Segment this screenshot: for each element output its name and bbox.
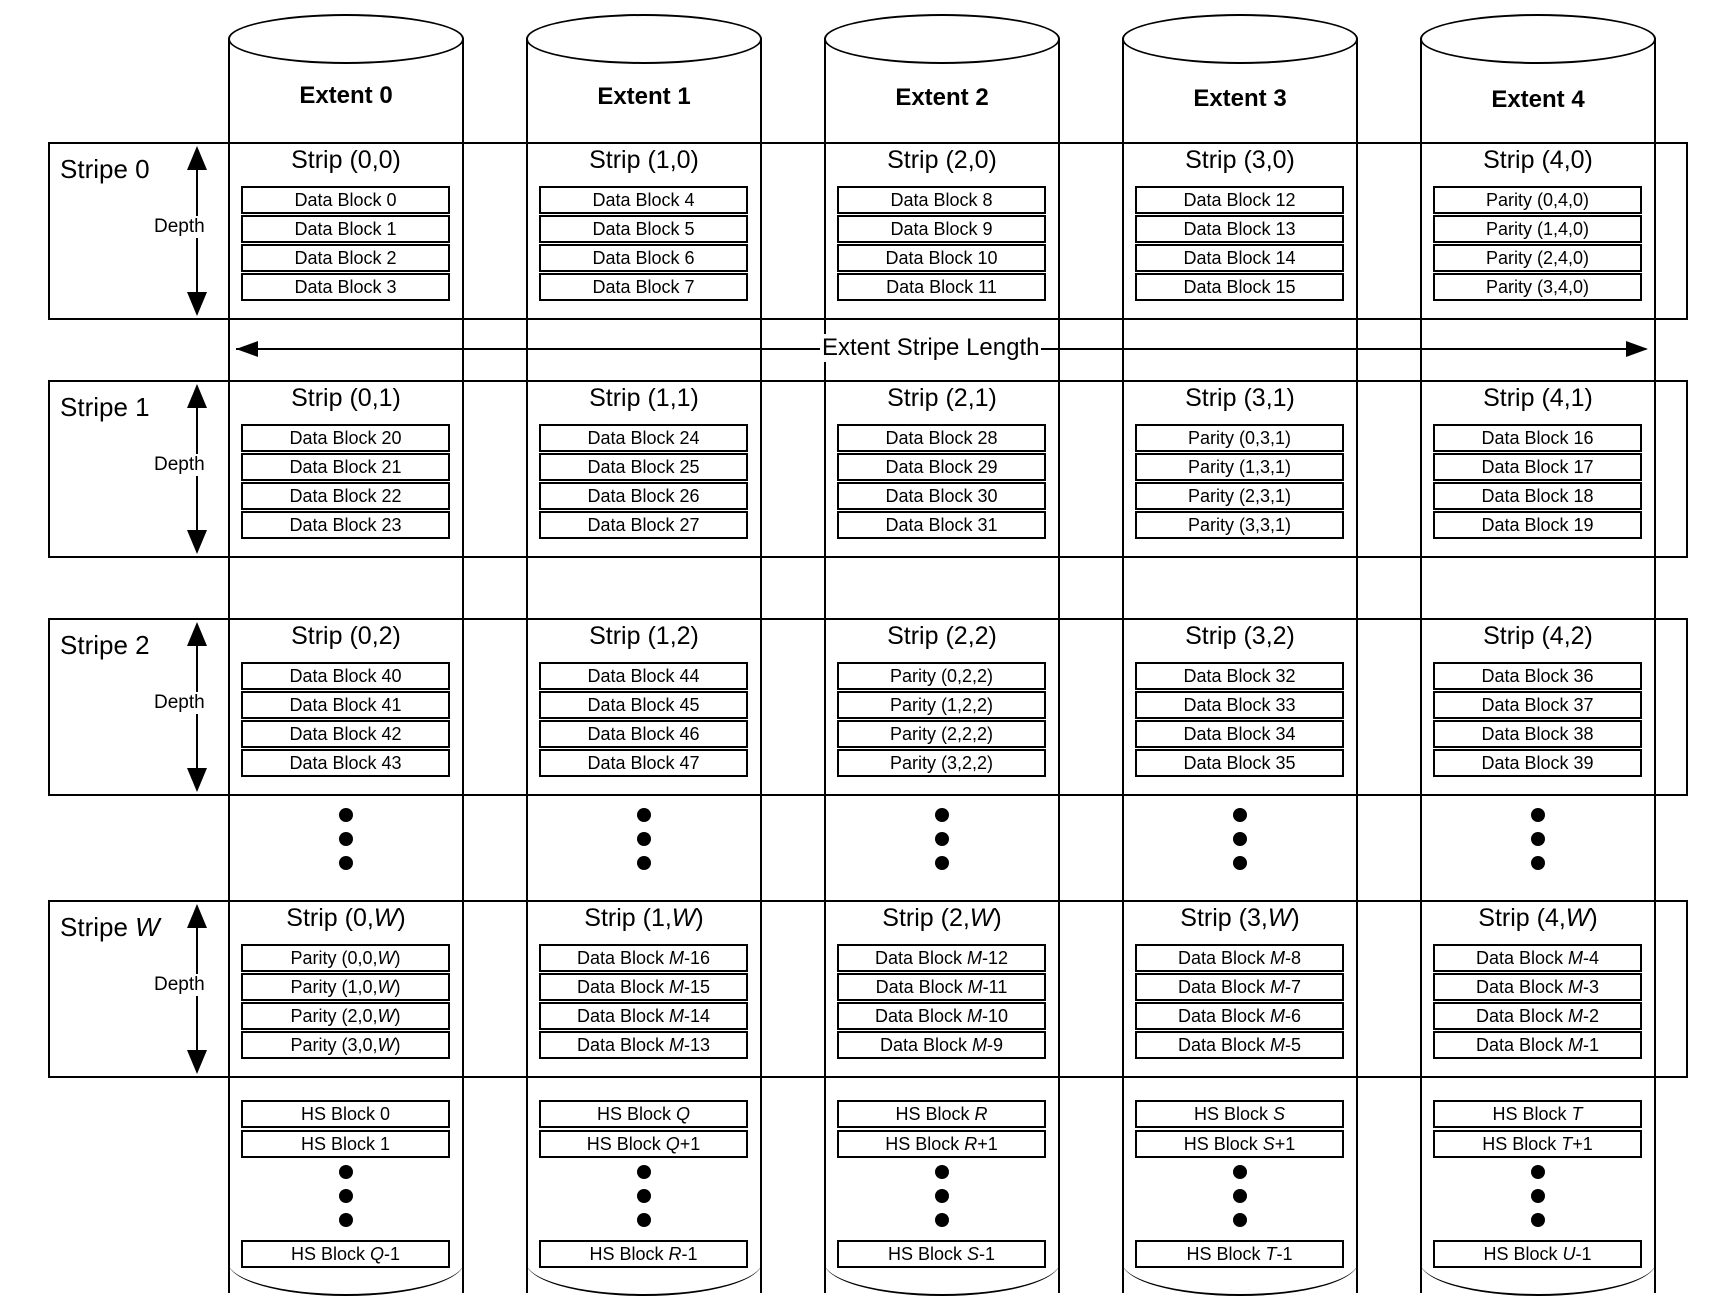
parity-block: Parity (2,2,2)	[837, 720, 1046, 748]
data-block: Data Block 3	[241, 273, 450, 301]
data-block: Data Block M-9	[837, 1031, 1046, 1059]
strip-title: Strip (1,0)	[589, 146, 699, 174]
ellipsis-dot	[1531, 808, 1545, 822]
data-block: Data Block 7	[539, 273, 748, 301]
ellipsis-dot	[637, 856, 651, 870]
extent-cylinder-top	[228, 14, 464, 64]
data-block: Data Block 21	[241, 453, 450, 481]
hs-block: HS Block S	[1135, 1100, 1344, 1128]
data-block: Data Block 30	[837, 482, 1046, 510]
strip-title: Strip (0,W)	[286, 904, 406, 932]
data-block: Data Block 25	[539, 453, 748, 481]
ellipsis-dot	[1233, 1213, 1247, 1227]
data-block: Data Block M-15	[539, 973, 748, 1001]
data-block: Data Block 42	[241, 720, 450, 748]
hs-block: HS Block U-1	[1433, 1240, 1642, 1268]
strip-title: Strip (1,1)	[589, 384, 699, 412]
ellipsis-dot	[339, 1189, 353, 1203]
ellipsis-dot	[935, 1189, 949, 1203]
data-block: Data Block M-12	[837, 944, 1046, 972]
hs-block: HS Block R-1	[539, 1240, 748, 1268]
ellipsis-dot	[935, 808, 949, 822]
strip-title: Strip (0,2)	[291, 622, 401, 650]
ellipsis-dot	[1233, 1165, 1247, 1179]
hs-block: HS Block R	[837, 1100, 1046, 1128]
data-block: Data Block M-14	[539, 1002, 748, 1030]
parity-block: Parity (3,3,1)	[1135, 511, 1344, 539]
depth-label: Depth	[154, 692, 205, 713]
extent-cylinder-top	[824, 14, 1060, 64]
data-block: Data Block 5	[539, 215, 748, 243]
data-block: Data Block 22	[241, 482, 450, 510]
stripe-label: Stripe 1	[60, 392, 150, 422]
stripe-label: Stripe 2	[60, 630, 150, 660]
hs-block: HS Block S-1	[837, 1240, 1046, 1268]
data-block: Data Block 9	[837, 215, 1046, 243]
data-block: Data Block M-11	[837, 973, 1046, 1001]
data-block: Data Block 44	[539, 662, 748, 690]
ellipsis-dot	[637, 1213, 651, 1227]
data-block: Data Block 4	[539, 186, 748, 214]
parity-block: Parity (0,0,W)	[241, 944, 450, 972]
data-block: Data Block 17	[1433, 453, 1642, 481]
data-block: Data Block 31	[837, 511, 1046, 539]
stripe-label: Stripe W	[60, 912, 160, 942]
strip-title: Strip (4,1)	[1483, 384, 1593, 412]
hs-block: HS Block T-1	[1135, 1240, 1344, 1268]
data-block: Data Block M-4	[1433, 944, 1642, 972]
hs-block: HS Block T	[1433, 1100, 1642, 1128]
data-block: Data Block 27	[539, 511, 748, 539]
ellipsis-dot	[637, 1189, 651, 1203]
ellipsis-dot	[935, 1165, 949, 1179]
data-block: Data Block 41	[241, 691, 450, 719]
parity-block: Parity (2,4,0)	[1433, 244, 1642, 272]
data-block: Data Block M-8	[1135, 944, 1344, 972]
data-block: Data Block M-10	[837, 1002, 1046, 1030]
strip-title: Strip (0,1)	[291, 384, 401, 412]
extent-cylinder-top	[526, 14, 762, 64]
hs-block: HS Block 0	[241, 1100, 450, 1128]
ellipsis-dot	[935, 1213, 949, 1227]
data-block: Data Block 11	[837, 273, 1046, 301]
ellipsis-dot	[935, 856, 949, 870]
data-block: Data Block 18	[1433, 482, 1642, 510]
hs-block: HS Block Q-1	[241, 1240, 450, 1268]
ellipsis-dot	[1233, 808, 1247, 822]
data-block: Data Block 8	[837, 186, 1046, 214]
parity-block: Parity (1,0,W)	[241, 973, 450, 1001]
data-block: Data Block M-3	[1433, 973, 1642, 1001]
data-block: Data Block 14	[1135, 244, 1344, 272]
parity-block: Parity (0,3,1)	[1135, 424, 1344, 452]
data-block: Data Block 35	[1135, 749, 1344, 777]
data-block: Data Block 20	[241, 424, 450, 452]
data-block: Data Block 32	[1135, 662, 1344, 690]
strip-title: Strip (0,0)	[291, 146, 401, 174]
parity-block: Parity (2,3,1)	[1135, 482, 1344, 510]
ellipsis-dot	[637, 832, 651, 846]
data-block: Data Block 15	[1135, 273, 1344, 301]
parity-block: Parity (3,4,0)	[1433, 273, 1642, 301]
ellipsis-dot	[1233, 1189, 1247, 1203]
depth-label: Depth	[154, 974, 205, 995]
ellipsis-dot	[339, 856, 353, 870]
data-block: Data Block M-7	[1135, 973, 1344, 1001]
parity-block: Parity (3,2,2)	[837, 749, 1046, 777]
stripe-label: Stripe 0	[60, 154, 150, 184]
data-block: Data Block 10	[837, 244, 1046, 272]
data-block: Data Block 39	[1433, 749, 1642, 777]
strip-title: Strip (3,1)	[1185, 384, 1295, 412]
parity-block: Parity (1,3,1)	[1135, 453, 1344, 481]
data-block: Data Block 47	[539, 749, 748, 777]
strip-title: Strip (2,W)	[882, 904, 1002, 932]
depth-label: Depth	[154, 454, 205, 475]
data-block: Data Block 23	[241, 511, 450, 539]
data-block: Data Block 2	[241, 244, 450, 272]
data-block: Data Block 43	[241, 749, 450, 777]
data-block: Data Block 0	[241, 186, 450, 214]
strip-title: Strip (1,W)	[584, 904, 704, 932]
extent-stripe-length-label: Extent Stripe Length	[822, 334, 1040, 361]
hs-block: HS Block R+1	[837, 1130, 1046, 1158]
data-block: Data Block 37	[1433, 691, 1642, 719]
ellipsis-dot	[1233, 856, 1247, 870]
hs-block: HS Block Q	[539, 1100, 748, 1128]
ellipsis-dot	[339, 1165, 353, 1179]
extent-cylinder-top	[1122, 14, 1358, 64]
ellipsis-dot	[935, 832, 949, 846]
extent-cylinder-top	[1420, 14, 1656, 64]
ellipsis-dot	[637, 808, 651, 822]
data-block: Data Block M-2	[1433, 1002, 1642, 1030]
strip-title: Strip (3,W)	[1180, 904, 1300, 932]
data-block: Data Block M-6	[1135, 1002, 1344, 1030]
ellipsis-dot	[1531, 1165, 1545, 1179]
data-block: Data Block M-1	[1433, 1031, 1642, 1059]
ellipsis-dot	[339, 832, 353, 846]
parity-block: Parity (1,4,0)	[1433, 215, 1642, 243]
ellipsis-dot	[339, 1213, 353, 1227]
strip-title: Strip (2,1)	[887, 384, 997, 412]
data-block: Data Block 12	[1135, 186, 1344, 214]
hs-block: HS Block S+1	[1135, 1130, 1344, 1158]
data-block: Data Block M-13	[539, 1031, 748, 1059]
depth-label: Depth	[154, 216, 205, 237]
strip-title: Strip (4,W)	[1478, 904, 1598, 932]
ellipsis-dot	[1233, 832, 1247, 846]
strip-title: Strip (2,0)	[887, 146, 997, 174]
data-block: Data Block 19	[1433, 511, 1642, 539]
extent-label: Extent 0	[299, 82, 393, 109]
strip-title: Strip (4,0)	[1483, 146, 1593, 174]
data-block: Data Block 26	[539, 482, 748, 510]
data-block: Data Block 24	[539, 424, 748, 452]
data-block: Data Block 40	[241, 662, 450, 690]
hs-block: HS Block Q+1	[539, 1130, 748, 1158]
extent-label: Extent 2	[895, 84, 989, 111]
ellipsis-dot	[1531, 832, 1545, 846]
extent-label: Extent 4	[1491, 86, 1585, 113]
hs-block: HS Block 1	[241, 1130, 450, 1158]
data-block: Data Block M-5	[1135, 1031, 1344, 1059]
extent-label: Extent 1	[597, 83, 691, 110]
parity-block: Parity (3,0,W)	[241, 1031, 450, 1059]
strip-title: Strip (3,2)	[1185, 622, 1295, 650]
parity-block: Parity (0,2,2)	[837, 662, 1046, 690]
strip-title: Strip (1,2)	[589, 622, 699, 650]
data-block: Data Block 36	[1433, 662, 1642, 690]
data-block: Data Block 33	[1135, 691, 1344, 719]
data-block: Data Block 46	[539, 720, 748, 748]
data-block: Data Block 45	[539, 691, 748, 719]
strip-title: Strip (2,2)	[887, 622, 997, 650]
data-block: Data Block 13	[1135, 215, 1344, 243]
hs-block: HS Block T+1	[1433, 1130, 1642, 1158]
data-block: Data Block 34	[1135, 720, 1344, 748]
parity-block: Parity (2,0,W)	[241, 1002, 450, 1030]
data-block: Data Block 16	[1433, 424, 1642, 452]
strip-title: Strip (3,0)	[1185, 146, 1295, 174]
data-block: Data Block 38	[1433, 720, 1642, 748]
extent-label: Extent 3	[1193, 85, 1287, 112]
ellipsis-dot	[637, 1165, 651, 1179]
ellipsis-dot	[339, 808, 353, 822]
data-block: Data Block 6	[539, 244, 748, 272]
strip-title: Strip (4,2)	[1483, 622, 1593, 650]
data-block: Data Block 1	[241, 215, 450, 243]
data-block: Data Block M-16	[539, 944, 748, 972]
ellipsis-dot	[1531, 1213, 1545, 1227]
parity-block: Parity (1,2,2)	[837, 691, 1046, 719]
ellipsis-dot	[1531, 856, 1545, 870]
data-block: Data Block 29	[837, 453, 1046, 481]
parity-block: Parity (0,4,0)	[1433, 186, 1642, 214]
data-block: Data Block 28	[837, 424, 1046, 452]
ellipsis-dot	[1531, 1189, 1545, 1203]
